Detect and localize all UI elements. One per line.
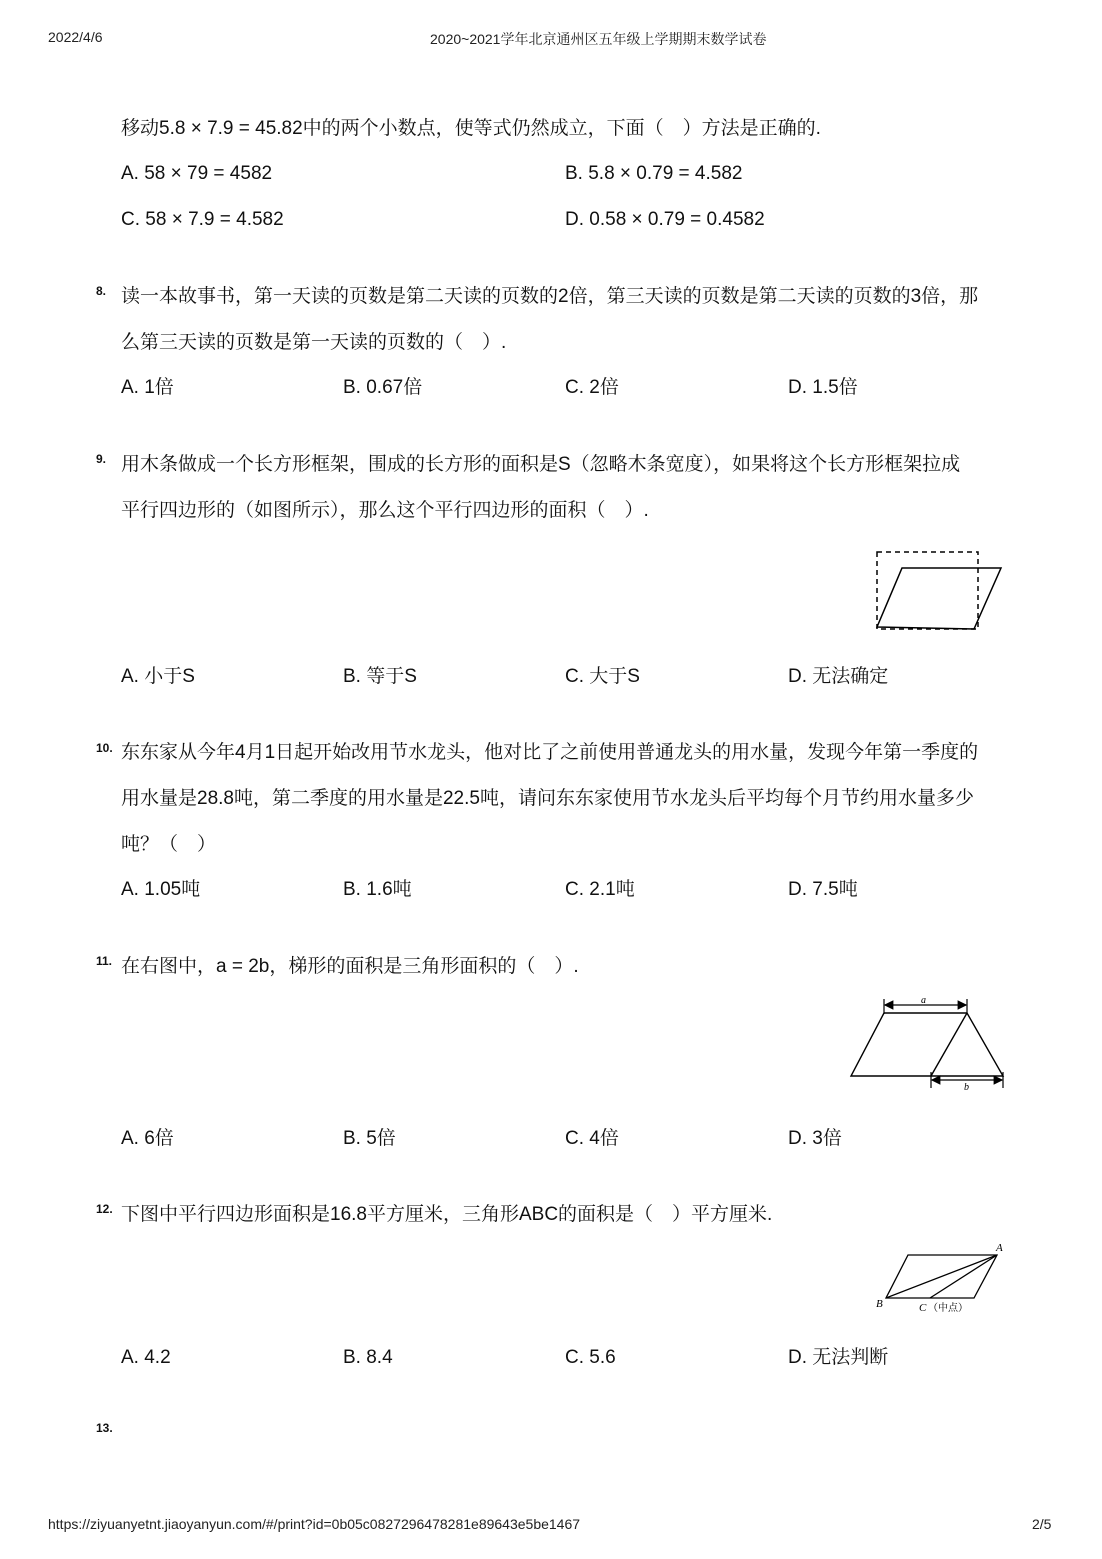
q12-option-d[interactable]: D. 无法判断 <box>788 1347 889 1368</box>
print-date: 2022/4/6 <box>48 29 103 45</box>
document-title: 2020~2021学年北京通州区五年级上学期期末数学试卷 <box>430 31 767 47</box>
q12-number: 12. <box>96 1202 113 1216</box>
q9-line-1: 用木条做成一个长方形框架，围成的长方形的面积是S（忽略木条宽度），如果将这个长方形框架拉成 <box>121 454 961 475</box>
q7-option-d[interactable]: D. 0.58 × 0.79 = 0.4582 <box>565 209 765 230</box>
q9-option-b[interactable]: B. 等于S <box>343 666 417 687</box>
q11-option-a[interactable]: A. 6倍 <box>121 1128 174 1149</box>
q10-option-c[interactable]: C. 2.1吨 <box>565 879 635 900</box>
q11-option-c[interactable]: C. 4倍 <box>565 1128 619 1149</box>
q12-option-a[interactable]: A. 4.2 <box>121 1347 171 1368</box>
q11-option-b[interactable]: B. 5倍 <box>343 1128 396 1149</box>
q10-option-d[interactable]: D. 7.5吨 <box>788 879 858 900</box>
q8-option-c[interactable]: C. 2倍 <box>565 377 619 398</box>
q7-option-b[interactable]: B. 5.8 × 0.79 = 4.582 <box>565 163 743 184</box>
q10-number: 10. <box>96 741 113 755</box>
q8-option-b[interactable]: B. 0.67倍 <box>343 377 423 398</box>
q10-line-1: 东东家从今年4月1日起开始改用节水龙头，他对比了之前使用普通龙头的用水量，发现今年第一季度的 <box>121 742 979 763</box>
q9-option-c[interactable]: C. 大于S <box>565 666 640 687</box>
q8-number: 8. <box>96 284 107 298</box>
q11-number: 11. <box>96 954 113 968</box>
q9-option-a[interactable]: A. 小于S <box>121 666 195 687</box>
q12-stem: 下图中平行四边形面积是16.8平方厘米，三角形ABC的面积是（ ）平方厘米. <box>121 1204 773 1225</box>
q8-line-1: 读一本故事书，第一天读的页数是第二天读的页数的2倍，第三天读的页数是第二天读的页数的3倍，那 <box>121 286 979 307</box>
q9-option-d[interactable]: D. 无法确定 <box>788 666 889 687</box>
footer-url[interactable]: https://ziyuanyetnt.jiaoyanyun.com/#/print?id=0b05c0827296478281e89643e5be1467 <box>48 1516 581 1532</box>
q11-trapezoid-triangle-figure <box>845 992 1010 1094</box>
q10-line-2: 用水量是28.8吨，第二季度的用水量是22.5吨，请问东东家使用节水龙头后平均每个月节约用水量多少 <box>121 788 974 809</box>
q10-option-b[interactable]: B. 1.6吨 <box>343 879 412 900</box>
q9-number: 9. <box>96 452 107 466</box>
q7-option-c[interactable]: C. 58 × 7.9 = 4.582 <box>121 209 284 230</box>
q11-stem: 在右图中，a = 2b，梯形的面积是三角形面积的（ ）. <box>121 956 579 977</box>
q12-line-b-to-a <box>886 1255 997 1298</box>
q11-trapezoid <box>851 1013 1003 1076</box>
q7-option-a[interactable]: A. 58 × 79 = 4582 <box>121 163 273 184</box>
q7-stem: 移动5.8 × 7.9 = 45.82中的两个小数点，使等式仍然成立，下面（ ）方法是正确的. <box>121 118 821 139</box>
q8-option-d[interactable]: D. 1.5倍 <box>788 377 858 398</box>
q12-midpoint-label: （中点） <box>928 1303 968 1314</box>
q12-option-b[interactable]: B. 8.4 <box>343 1347 393 1368</box>
q11-label-a: a <box>921 995 926 1006</box>
q12-label-b: B <box>876 1298 883 1310</box>
q11-label-b: b <box>964 1082 969 1093</box>
q9-rectangle-parallelogram-figure <box>868 546 1008 636</box>
q10-line-3: 吨？（ ） <box>121 834 217 855</box>
q12-parallelogram-triangle-figure <box>870 1238 1015 1318</box>
q9-parallelogram <box>877 568 1001 629</box>
page-number: 2/5 <box>1032 1516 1052 1532</box>
q13-number: 13. <box>96 1421 113 1435</box>
q12-label-c: C <box>919 1302 927 1314</box>
q12-label-a: A <box>996 1242 1003 1254</box>
q11-triangle-side <box>931 1013 967 1076</box>
q9-line-2: 平行四边形的（如图所示），那么这个平行四边形的面积（ ）. <box>121 500 649 521</box>
q12-option-c[interactable]: C. 5.6 <box>565 1347 616 1368</box>
q10-option-a[interactable]: A. 1.05吨 <box>121 879 201 900</box>
q11-option-d[interactable]: D. 3倍 <box>788 1128 842 1149</box>
q8-option-a[interactable]: A. 1倍 <box>121 377 174 398</box>
q8-line-2: 么第三天读的页数是第一天读的页数的（ ）. <box>121 332 507 353</box>
